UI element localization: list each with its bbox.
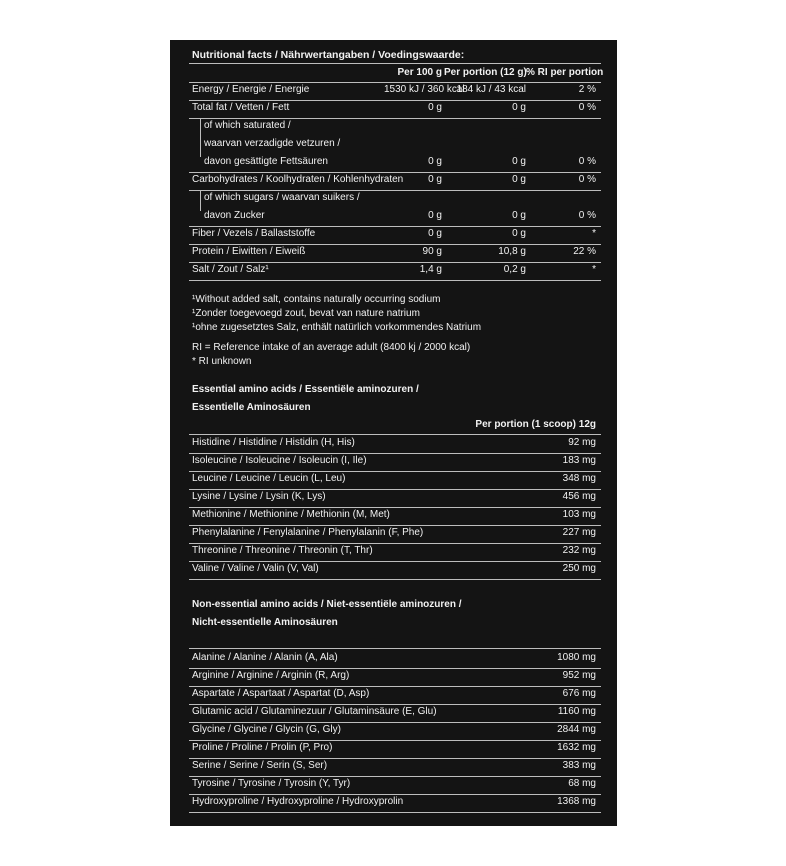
amino-acid-value: 183 mg	[562, 455, 596, 466]
divider	[189, 740, 601, 741]
divider	[189, 722, 601, 723]
amino-acid-label: Hydroxyproline / Hydroxyproline / Hydroxyprolin	[192, 796, 404, 807]
value-per100: 0 g	[428, 102, 442, 113]
nutrient-label: waarvan verzadigde vetzuren /	[204, 138, 341, 149]
divider	[189, 525, 601, 526]
divider	[189, 758, 601, 759]
value-per-portion: 0 g	[512, 156, 526, 167]
nutrient-label: Carbohydrates / Koolhydraten / Kohlenhydraten	[192, 174, 404, 185]
value-per-portion: 184 kJ / 43 kcal	[456, 84, 526, 95]
divider	[189, 471, 601, 472]
amino-acid-label: Tyrosine / Tyrosine / Tyrosin (Y, Tyr)	[192, 778, 351, 789]
indent-bracket	[200, 118, 201, 157]
value-per-portion: 0 g	[512, 228, 526, 239]
amino-acid-label: Valine / Valine / Valin (V, Val)	[192, 563, 319, 574]
footnote-line: ¹Zonder toegevoegd zout, bevat van nature natrium	[192, 308, 420, 319]
divider	[189, 794, 601, 795]
value-ri: *	[592, 264, 596, 275]
amino-acid-label: Alanine / Alanine / Alanin (A, Ala)	[192, 652, 338, 663]
value-per100: 90 g	[422, 246, 442, 257]
divider	[189, 118, 601, 119]
amino-acid-value: 103 mg	[562, 509, 596, 520]
nutrient-label: Fiber / Vezels / Ballaststoffe	[192, 228, 316, 239]
amino-acid-value: 1368 mg	[557, 796, 596, 807]
divider	[189, 704, 601, 705]
value-per100: 0 g	[428, 156, 442, 167]
amino-acid-label: Histidine / Histidine / Histidin (H, His)	[192, 437, 355, 448]
amino-acid-value: 1632 mg	[557, 742, 596, 753]
divider	[189, 453, 601, 454]
nutrient-label: of which saturated /	[204, 120, 291, 131]
header-ri: % RI per portion	[526, 67, 604, 78]
amino-acid-label: Aspartate / Aspartaat / Aspartat (D, Asp)	[192, 688, 370, 699]
amino-acid-label: Lysine / Lysine / Lysin (K, Lys)	[192, 491, 326, 502]
nonessential-title-line2: Nicht-essentielle Aminosäuren	[192, 617, 338, 628]
amino-acid-value: 250 mg	[562, 563, 596, 574]
divider	[189, 812, 601, 813]
amino-acid-label: Glutamic acid / Glutaminezuur / Glutaminsäure (E, Glu)	[192, 706, 437, 717]
amino-acid-value: 227 mg	[562, 527, 596, 538]
value-ri: 0 %	[578, 156, 596, 167]
nutrient-label: Salt / Zout / Salz¹	[192, 264, 269, 275]
divider	[189, 262, 601, 263]
nutrient-label: davon gesättigte Fettsäuren	[204, 156, 328, 167]
divider	[189, 686, 601, 687]
value-per-portion: 0,2 g	[503, 264, 526, 275]
divider	[189, 280, 601, 281]
nutrient-label: davon Zucker	[204, 210, 265, 221]
divider	[189, 507, 601, 508]
divider	[189, 489, 601, 490]
nutrient-label: Protein / Eiwitten / Eiweiß	[192, 246, 306, 257]
amino-acid-value: 456 mg	[562, 491, 596, 502]
amino-acid-value: 952 mg	[562, 670, 596, 681]
amino-acid-label: Phenylalanine / Fenylalanine / Phenylalanin (F, Phe)	[192, 527, 424, 538]
value-per-portion: 10,8 g	[498, 246, 526, 257]
header-per-portion: Per portion (12 g)	[444, 67, 527, 78]
nutrition-title: Nutritional facts / Nährwertangaben / Voedingswaarde:	[192, 49, 465, 61]
value-per100: 1,4 g	[419, 264, 442, 275]
essential-column-header: Per portion (1 scoop) 12g	[475, 419, 596, 430]
divider	[189, 543, 601, 544]
footnote-line: ¹ohne zugesetztes Salz, enthält natürlich vorkommendes Natrium	[192, 322, 482, 333]
amino-acid-value: 1160 mg	[557, 706, 596, 717]
value-per100: 0 g	[428, 174, 442, 185]
amino-acid-label: Methionine / Methionine / Methionin (M, Met)	[192, 509, 390, 520]
amino-acid-label: Proline / Proline / Prolin (P, Pro)	[192, 742, 333, 753]
value-per-portion: 0 g	[512, 102, 526, 113]
divider	[189, 561, 601, 562]
amino-acid-label: Glycine / Glycine / Glycin (G, Gly)	[192, 724, 341, 735]
divider	[189, 648, 601, 649]
essential-title-line2: Essentielle Aminosäuren	[192, 402, 311, 413]
ri-unknown-note: * RI unknown	[192, 356, 252, 367]
amino-acid-value: 676 mg	[562, 688, 596, 699]
header-per100: Per 100 g	[397, 67, 442, 78]
value-per-portion: 0 g	[512, 210, 526, 221]
amino-acid-value: 1080 mg	[557, 652, 596, 663]
value-ri: *	[592, 228, 596, 239]
value-per100: 0 g	[428, 210, 442, 221]
value-per100: 0 g	[428, 228, 442, 239]
divider	[189, 100, 601, 101]
nonessential-title-line1: Non-essential amino acids / Niet-essentiële aminozuren /	[192, 599, 462, 610]
value-per-portion: 0 g	[512, 174, 526, 185]
value-ri: 0 %	[578, 174, 596, 185]
nutrition-label-panel	[170, 40, 617, 826]
divider	[189, 668, 601, 669]
divider	[189, 244, 601, 245]
ri-definition: RI = Reference intake of an average adult (8400 kj / 2000 kcal)	[192, 342, 471, 353]
amino-acid-label: Arginine / Arginine / Arginin (R, Arg)	[192, 670, 350, 681]
divider	[189, 82, 601, 83]
amino-acid-label: Threonine / Threonine / Threonin (T, Thr)	[192, 545, 373, 556]
amino-acid-label: Leucine / Leucine / Leucin (L, Leu)	[192, 473, 346, 484]
amino-acid-value: 348 mg	[562, 473, 596, 484]
divider	[189, 226, 601, 227]
value-ri: 0 %	[578, 210, 596, 221]
divider	[189, 172, 601, 173]
divider	[189, 776, 601, 777]
essential-title-line1: Essential amino acids / Essentiële aminozuren /	[192, 384, 419, 395]
amino-acid-value: 2844 mg	[557, 724, 596, 735]
amino-acid-value: 68 mg	[568, 778, 596, 789]
footnote-line: ¹Without added salt, contains naturally occurring sodium	[192, 294, 441, 305]
nutrient-label: Total fat / Vetten / Fett	[192, 102, 290, 113]
nutrient-label: Energy / Energie / Energie	[192, 84, 310, 95]
amino-acid-label: Isoleucine / Isoleucine / Isoleucin (I, Ile)	[192, 455, 367, 466]
nutrient-label: of which sugars / waarvan suikers /	[204, 192, 360, 203]
divider	[189, 190, 601, 191]
amino-acid-label: Serine / Serine / Serin (S, Ser)	[192, 760, 328, 771]
amino-acid-value: 383 mg	[562, 760, 596, 771]
divider	[189, 63, 601, 64]
value-ri: 22 %	[573, 246, 596, 257]
divider	[189, 434, 601, 435]
amino-acid-value: 232 mg	[562, 545, 596, 556]
value-per100: 1530 kJ / 360 kcal	[384, 84, 465, 95]
indent-bracket	[200, 190, 201, 211]
amino-acid-value: 92 mg	[568, 437, 596, 448]
divider	[189, 579, 601, 580]
value-ri: 2 %	[578, 84, 596, 95]
value-ri: 0 %	[578, 102, 596, 113]
